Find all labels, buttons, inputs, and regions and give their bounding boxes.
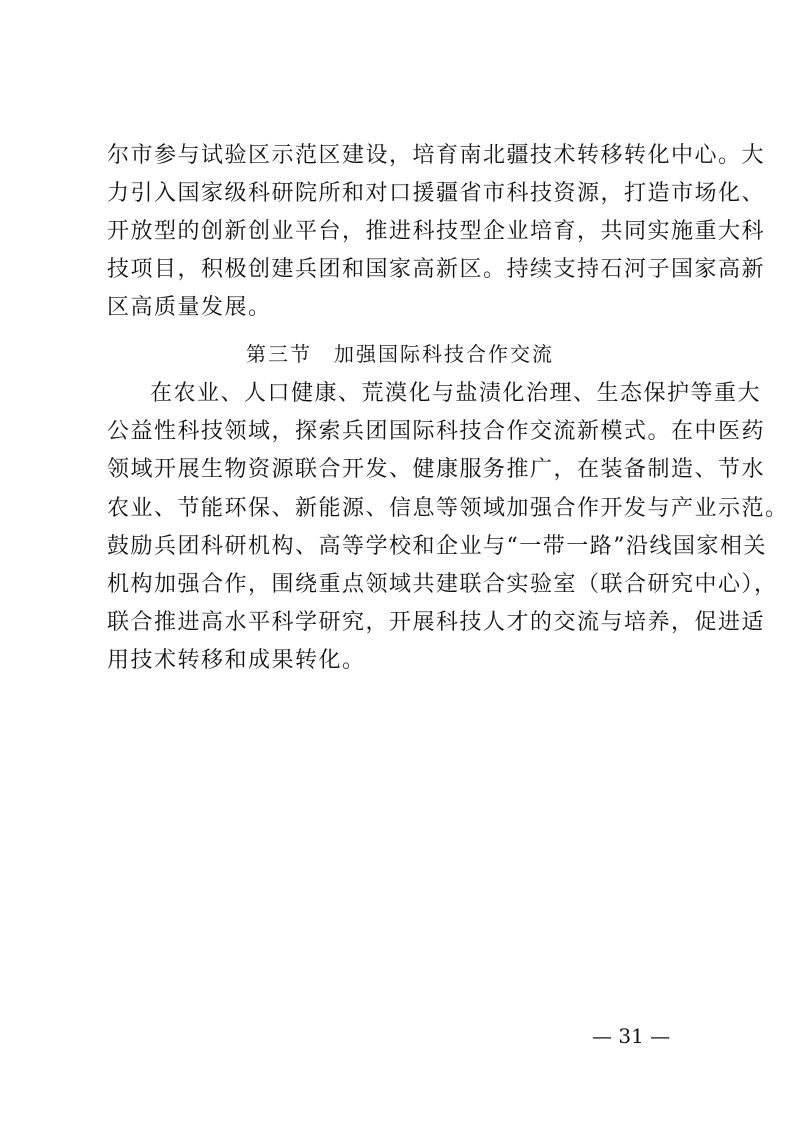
section-heading: 第三节 加强国际科技合作交流 — [246, 342, 554, 366]
body-text-line: 用技术转移和成果转化。 — [107, 648, 366, 673]
body-text-line: 公益性科技领域，探索兵团国际科技合作交流新模式。在中医药 — [107, 419, 766, 444]
body-text-line: 机构加强合作，围绕重点领域共建联合实验室（联合研究中心）， — [107, 572, 778, 597]
body-text-line: 力引入国家级科研院所和对口援疆省市科技资源，打造市场化、 — [107, 181, 766, 206]
body-text-line: 尔市参与试验区示范区建设，培育南北疆技术转移转化中心。大 — [107, 143, 766, 168]
body-text-line: 技项目，积极创建兵团和国家高新区。持续支持石河子国家高新 — [107, 257, 766, 282]
body-text-line: 领域开展生物资源联合开发、健康服务推广，在装备制造、节水 — [107, 457, 766, 482]
body-text-line: 区高质量发展。 — [107, 295, 272, 320]
body-text-line: 农业、节能环保、新能源、信息等领域加强合作开发与产业示范。 — [107, 496, 789, 521]
body-text-line: 联合推进高水平科学研究，开展科技人才的交流与培养，促进适 — [107, 610, 766, 635]
body-text-line: 在农业、人口健康、荒漠化与盐渍化治理、生态保护等重大 — [150, 381, 762, 406]
body-text-line: 开放型的创新创业平台，推进科技型企业培育，共同实施重大科 — [107, 219, 766, 244]
body-text-line: 鼓励兵团科研机构、高等学校和企业与“一带一路”沿线国家相关 — [107, 534, 767, 559]
page-number: — 31 — — [592, 1024, 671, 1048]
